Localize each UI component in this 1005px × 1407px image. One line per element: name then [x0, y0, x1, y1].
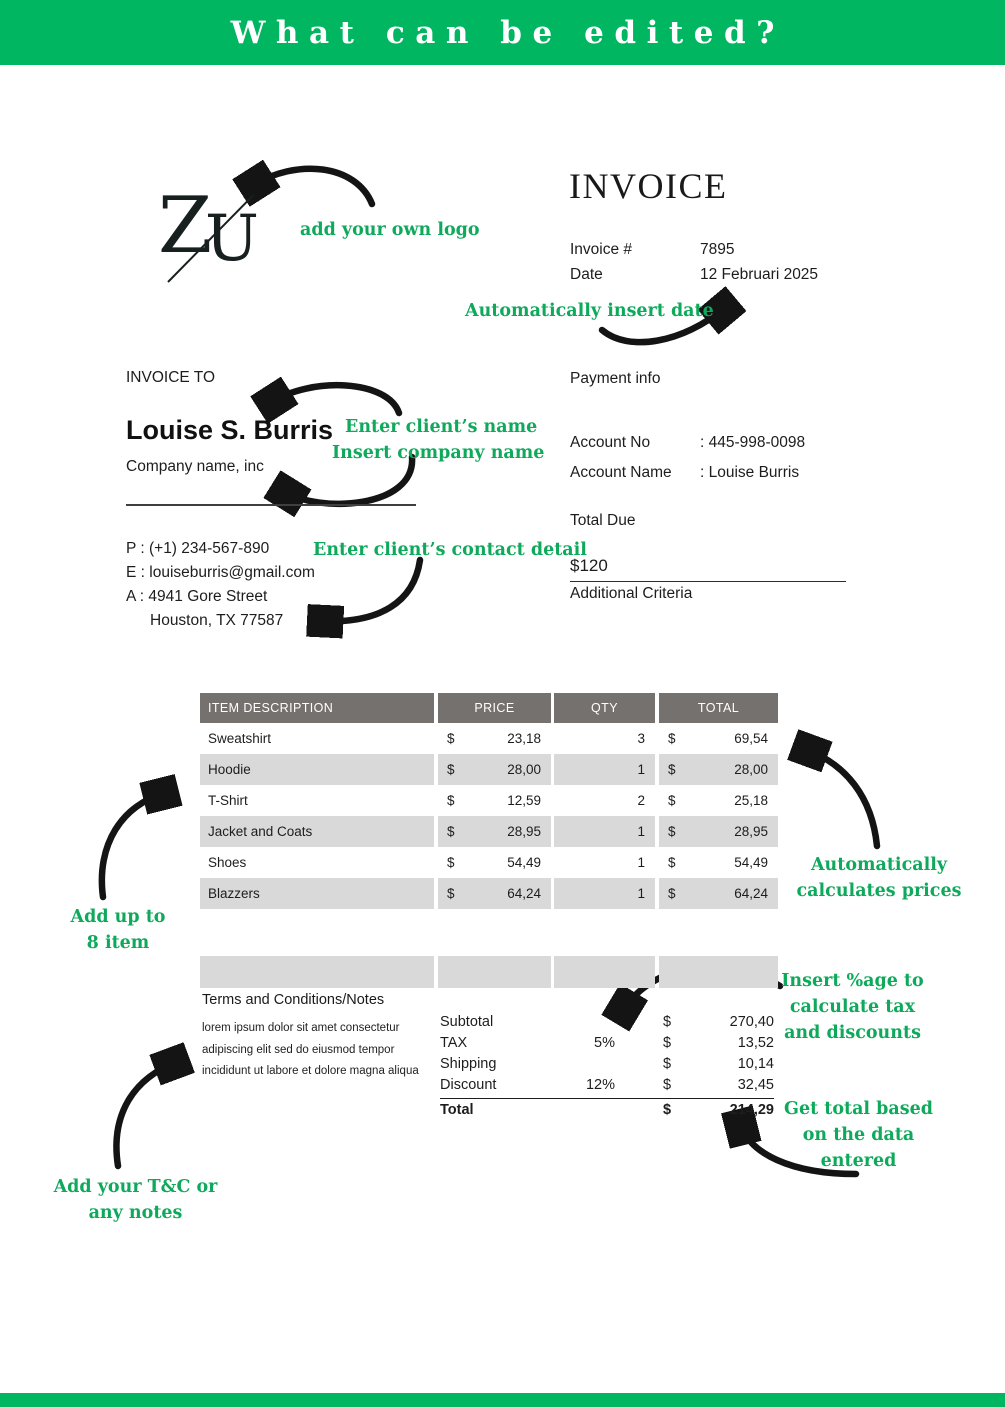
item-name: T-Shirt — [208, 793, 248, 808]
annotation-client-name: Enter client’s name — [345, 417, 538, 437]
currency-symbol: $ — [668, 824, 676, 839]
table-row — [200, 847, 778, 878]
total-value: 54,49 — [734, 855, 768, 870]
client-address-line1: A : 4941 Gore Street — [126, 588, 268, 605]
annotation-line: Add up to — [70, 907, 166, 927]
currency-symbol: $ — [668, 855, 676, 870]
annotation-line: and discounts — [784, 1023, 921, 1043]
grand-total-row — [440, 1098, 774, 1119]
total-value: 25,18 — [734, 793, 768, 808]
currency-symbol: $ — [447, 855, 455, 870]
terms-line: incididunt ut labore et dolore magna aliqua — [202, 1065, 419, 1077]
shipping-row — [440, 1053, 774, 1074]
annotation-auto-prices — [793, 852, 965, 904]
item-total — [659, 847, 778, 878]
account-name-value: : Louise Burris — [700, 464, 800, 481]
subtotal-row — [440, 1011, 774, 1032]
item-total — [659, 785, 778, 816]
client-divider-line — [126, 504, 416, 506]
discount-row — [440, 1074, 774, 1095]
account-no-row — [570, 428, 805, 458]
terms-heading: Terms and Conditions/Notes — [202, 992, 385, 1008]
total-value: 28,00 — [734, 762, 768, 777]
footer-bar — [0, 1393, 1005, 1407]
price-value: 28,00 — [507, 762, 541, 777]
total-due-label: Total Due — [570, 512, 636, 529]
annotation-tax-discount — [770, 968, 935, 1046]
header-banner — [0, 0, 1005, 65]
item-name: Jacket and Coats — [200, 816, 434, 847]
item-price — [438, 754, 551, 785]
client-name: Louise S. Burris — [126, 415, 334, 445]
annotation-line: any notes — [88, 1203, 183, 1223]
total-due-divider-line — [570, 581, 846, 582]
client-address-line2: Houston, TX 77587 — [150, 612, 284, 629]
total-value: 64,24 — [734, 886, 768, 901]
item-price — [438, 816, 551, 847]
annotation-line: on the data — [802, 1125, 915, 1145]
arrow-to-contact — [320, 560, 420, 621]
terms-notes — [202, 1018, 419, 1083]
total-due-value: $120 — [570, 556, 608, 575]
total-value: 28,95 — [734, 824, 768, 839]
discount-pct: 12% — [585, 1076, 615, 1093]
discount-label: Discount — [440, 1076, 497, 1093]
annotation-line: Automatically — [810, 855, 948, 875]
payment-info-rows — [570, 428, 805, 488]
items-table-header — [200, 693, 778, 723]
price-value: 64,24 — [507, 886, 541, 901]
table-row — [200, 785, 778, 816]
payment-info-heading: Payment info — [570, 370, 661, 387]
annotation-line: calculate tax — [789, 997, 916, 1017]
logo-letter-u: U — [205, 202, 259, 276]
grand-total-label: Total — [440, 1102, 474, 1118]
header-item-description: ITEM DESCRIPTION — [200, 693, 434, 723]
annotation-contact-detail: Enter client’s contact detail — [313, 540, 587, 560]
total-value: 69,54 — [734, 731, 768, 746]
invoice-number-value: 7895 — [700, 241, 735, 258]
shipping-label: Shipping — [440, 1055, 497, 1072]
annotation-line: Get total based — [784, 1099, 933, 1119]
account-name-row — [570, 458, 805, 488]
header-price: PRICE — [438, 693, 551, 723]
item-price — [438, 878, 551, 909]
currency-symbol: $ — [447, 731, 455, 746]
currency-symbol: $ — [668, 886, 676, 901]
item-qty: 3 — [637, 731, 645, 746]
tax-label: TAX — [440, 1034, 468, 1051]
item-qty: 1 — [554, 816, 655, 847]
annotation-get-total — [776, 1096, 941, 1174]
invoice-date-label: Date — [570, 266, 603, 283]
annotation-insert-date: Automatically insert date — [465, 301, 714, 321]
item-name: Blazzers — [200, 878, 434, 909]
discount-value: 32,45 — [737, 1076, 774, 1093]
subtotal-label: Subtotal — [440, 1013, 494, 1030]
item-price — [438, 723, 551, 754]
currency-symbol: $ — [668, 793, 676, 808]
table-row — [200, 878, 778, 909]
account-no-value: : 445-998-0098 — [700, 434, 806, 451]
shipping-value: 10,14 — [737, 1055, 774, 1072]
annotation-add-items — [53, 904, 183, 956]
table-row — [200, 816, 778, 847]
item-qty: 2 — [637, 793, 645, 808]
item-qty: 1 — [637, 855, 645, 870]
item-total — [659, 754, 778, 785]
table-row — [200, 754, 778, 785]
logo-letter-z: Z — [158, 181, 213, 271]
price-value: 28,95 — [507, 824, 541, 839]
client-contact-block — [126, 537, 315, 633]
arrow-to-totals-column — [805, 749, 877, 846]
item-total — [659, 816, 778, 847]
invoice-date-row — [570, 262, 818, 287]
items-table — [200, 693, 778, 909]
header-qty: QTY — [554, 693, 655, 723]
arrow-to-terms — [116, 1062, 177, 1166]
item-name: Hoodie — [200, 754, 434, 785]
currency-symbol: $ — [663, 1055, 672, 1072]
currency-symbol: $ — [668, 731, 676, 746]
item-total — [659, 878, 778, 909]
price-value: 23,18 — [507, 731, 541, 746]
table-row — [200, 723, 778, 754]
item-price — [438, 785, 551, 816]
annotation-line: Add your T&C or — [53, 1177, 218, 1197]
item-price — [438, 847, 551, 878]
currency-symbol: $ — [663, 1076, 672, 1093]
currency-symbol: $ — [663, 1013, 672, 1030]
annotation-add-logo: add your own logo — [300, 220, 480, 240]
annotation-company-name: Insert company name — [332, 443, 545, 463]
annotation-line: 8 item — [86, 933, 150, 953]
additional-criteria-label: Additional Criteria — [570, 585, 693, 602]
item-qty: 1 — [554, 878, 655, 909]
tax-row — [440, 1032, 774, 1053]
account-name-label: Account Name — [570, 464, 672, 481]
tax-value: 13,52 — [737, 1034, 774, 1051]
item-name: Sweatshirt — [208, 731, 272, 746]
invoice-to-heading: INVOICE TO — [126, 369, 216, 386]
invoice-meta — [570, 237, 818, 287]
account-no-label: Account No — [570, 434, 651, 451]
company-logo — [150, 181, 280, 295]
item-name: Shoes — [208, 855, 247, 870]
item-total — [659, 723, 778, 754]
page-title: What can be edited? — [230, 14, 785, 51]
annotation-add-terms — [53, 1174, 218, 1226]
client-email: E : louiseburris@gmail.com — [126, 564, 315, 581]
arrow-to-items — [102, 793, 166, 897]
client-phone: P : (+1) 234-567-890 — [126, 540, 270, 557]
invoice-title: INVOICE — [569, 166, 728, 206]
header-total: TOTAL — [659, 693, 778, 723]
invoice-number-label: Invoice # — [570, 241, 633, 258]
tax-pct: 5% — [594, 1034, 615, 1051]
currency-symbol: $ — [447, 793, 455, 808]
terms-line: lorem ipsum dolor sit amet consectetur — [202, 1022, 400, 1034]
invoice-date-value: 12 Februari 2025 — [700, 266, 819, 283]
terms-line: adipiscing elit sed do eiusmod tempor — [202, 1043, 395, 1056]
currency-symbol: $ — [447, 824, 455, 839]
currency-symbol: $ — [668, 762, 676, 777]
currency-symbol: $ — [663, 1102, 672, 1118]
item-qty: 1 — [554, 754, 655, 785]
annotation-line: entered — [820, 1151, 897, 1171]
client-company: Company name, inc — [126, 458, 264, 475]
empty-item-row — [200, 956, 778, 988]
arrow-to-client-name — [270, 385, 399, 413]
currency-symbol: $ — [663, 1034, 672, 1051]
grand-total-value: 214,29 — [729, 1102, 774, 1118]
invoice-number-row — [570, 237, 818, 262]
annotation-line: Insert %age to — [781, 971, 924, 991]
price-value: 12,59 — [507, 793, 541, 808]
currency-symbol: $ — [447, 886, 455, 901]
currency-symbol: $ — [447, 762, 455, 777]
subtotal-value: 270,40 — [729, 1013, 774, 1030]
annotation-line: calculates prices — [796, 881, 962, 901]
totals-block — [440, 1011, 774, 1119]
price-value: 54,49 — [507, 855, 541, 870]
